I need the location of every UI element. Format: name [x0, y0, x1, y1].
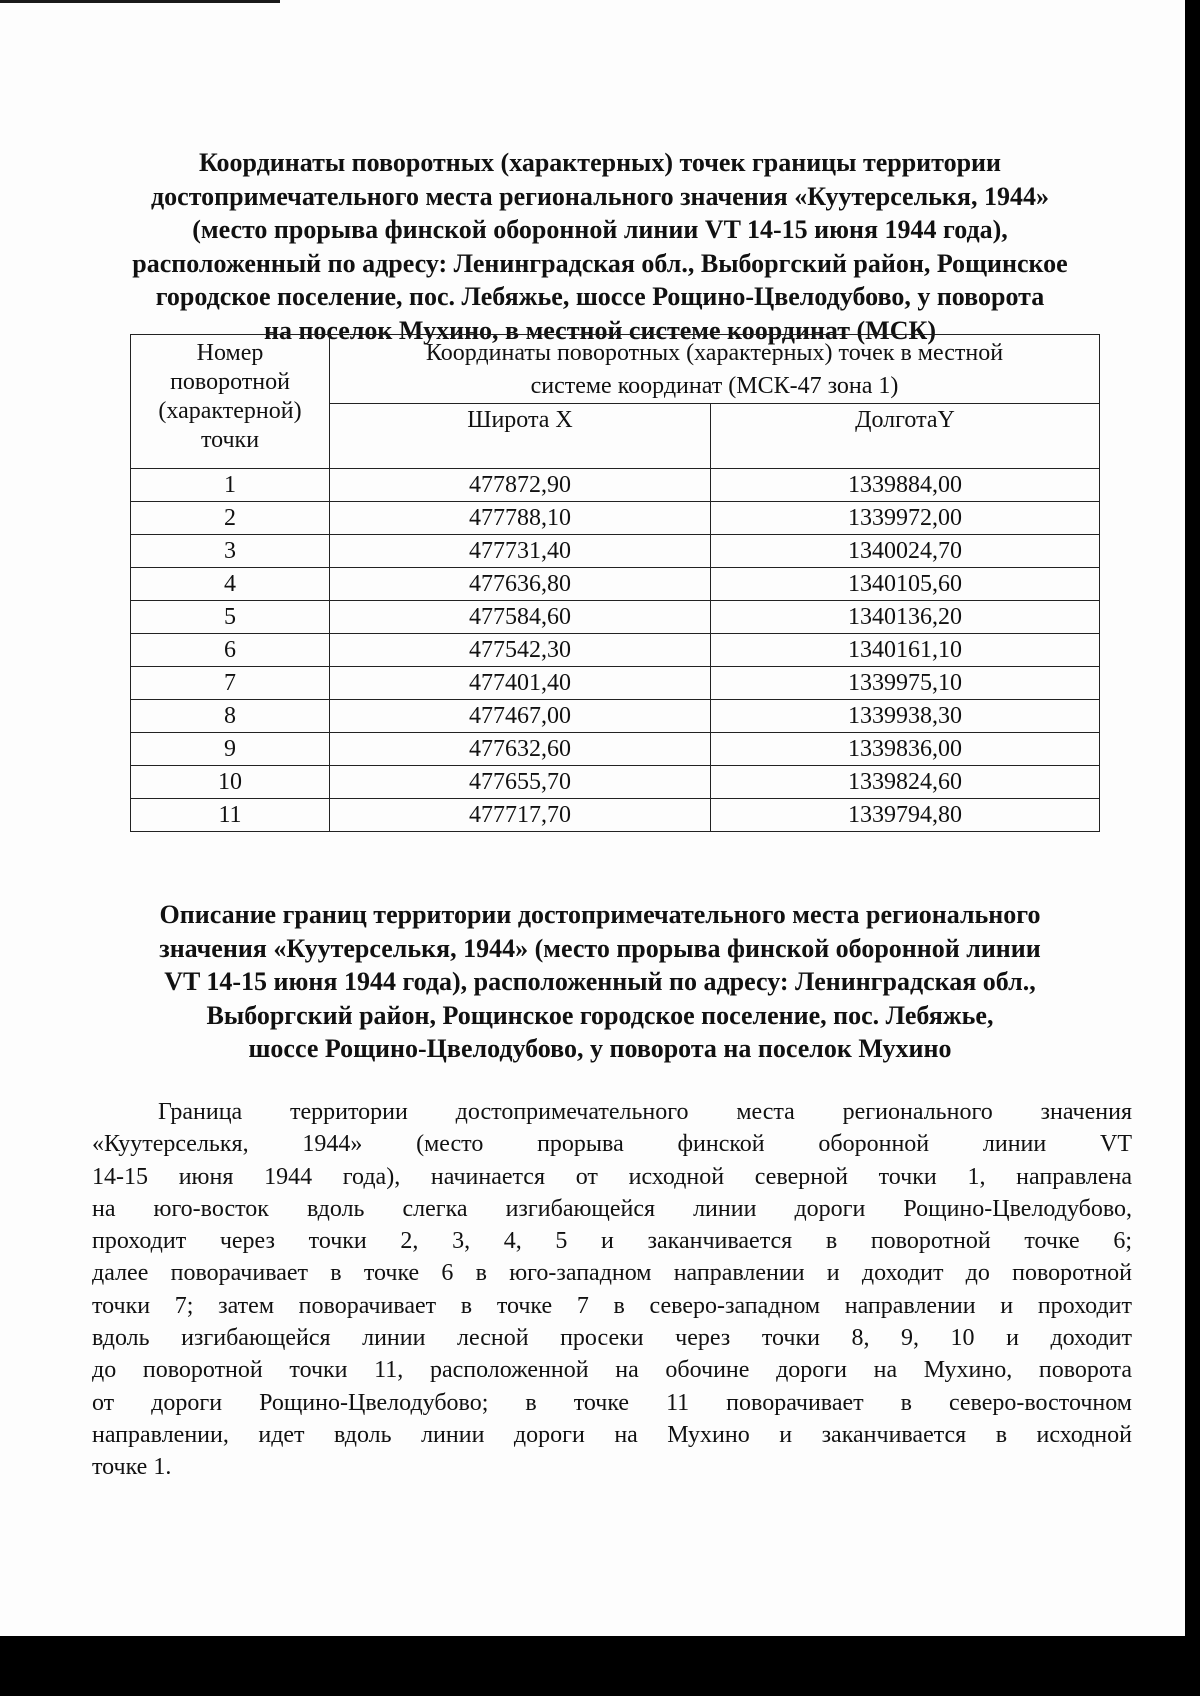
longitude-y-cell: 1339794,80 [711, 799, 1100, 832]
point-number-cell: 1 [131, 469, 330, 502]
longitude-y-cell: 1339972,00 [711, 502, 1100, 535]
longitude-y-cell: 1340136,20 [711, 601, 1100, 634]
longitude-y-cell: 1339884,00 [711, 469, 1100, 502]
description-line: точке 1. [92, 1454, 172, 1481]
title-line: (место прорыва финской оборонной линии VT 14-15 июня 1944 года), [192, 215, 1008, 244]
latitude-x-cell: 477636,80 [330, 568, 711, 601]
description-title-line: Описание границ территории достопримечательного места регионального [159, 900, 1041, 929]
point-number-cell: 6 [131, 634, 330, 667]
description-title-line: значения «Куутерселькя, 1944» (место прорыва финской оборонной линии [159, 933, 1041, 963]
header-line: (характерной) [158, 398, 302, 424]
point-number-cell: 5 [131, 601, 330, 634]
point-number-cell: 3 [131, 535, 330, 568]
description-line: далее поворачивает в точке 6 в юго-западном направлении и доходит до поворотной [92, 1260, 1132, 1287]
header-line: системе координат (МСК-47 зона 1) [530, 373, 899, 399]
latitude-x-cell: 477401,40 [330, 667, 711, 700]
header-line: точки [200, 427, 260, 453]
point-number-cell: 4 [131, 568, 330, 601]
longitude-y-cell: 1339836,00 [711, 733, 1100, 766]
description-line: вдоль изгибающейся линии лесной просеки через точки 8, 9, 10 и доходит [92, 1325, 1132, 1352]
longitude-y-cell: 1339938,30 [711, 700, 1100, 733]
title-line: достопримечательного места регионального значения «Куутерселькя, 1944» [151, 181, 1049, 211]
point-number-cell: 9 [131, 733, 330, 766]
latitude-x-header: Широта X [330, 404, 711, 469]
longitude-y-cell: 1340024,70 [711, 535, 1100, 568]
description-line: Граница территории достопримечательного места регионального значения [158, 1099, 1132, 1125]
point-number-header [131, 335, 330, 469]
description-title-line: VT 14-15 июня 1944 года), расположенный по адресу: Ленинградская обл., [164, 967, 1036, 996]
title-line: Координаты поворотных (характерных) точек границы территории [198, 148, 1002, 177]
description-line: направлении, идет вдоль линии дороги на Мухино и заканчивается в исходной [92, 1421, 1132, 1448]
point-number-cell: 2 [131, 502, 330, 535]
longitude-y-header: ДолготаY [711, 404, 1100, 469]
description-line: проходит через точки 2, 3, 4, 5 и заканчивается в поворотной точке 6; [92, 1228, 1132, 1255]
latitude-x-cell: 477655,70 [330, 766, 711, 799]
latitude-x-cell: 477717,70 [330, 799, 711, 832]
header-line: поворотной [170, 369, 290, 395]
description-line: 14-15 июня 1944 года), начинается от исходной северной точки 1, направлена [92, 1163, 1132, 1190]
header-line: Номер [196, 340, 264, 366]
description-title [90, 898, 1110, 1066]
description-title-line: шоссе Рощино-Цвелодубово, у поворота на поселок Мухино [248, 1034, 952, 1063]
table-row [131, 733, 1100, 766]
boundary-description [92, 1096, 1132, 1484]
scan-edge-mark [0, 0, 280, 3]
longitude-y-cell: 1340161,10 [711, 634, 1100, 667]
header-line: Координаты поворотных (характерных) точек в местной [425, 340, 1004, 366]
description-line: до поворотной точки 11, расположенной на обочине дороги на Мухино, поворота [92, 1357, 1132, 1384]
point-number-cell: 7 [131, 667, 330, 700]
table-row [131, 469, 1100, 502]
description-line: «Куутерселькя, 1944» (место прорыва финской оборонной линии VT [92, 1131, 1132, 1158]
latitude-x-cell: 477731,40 [330, 535, 711, 568]
table-row [131, 766, 1100, 799]
table-row [131, 700, 1100, 733]
description-line: от дороги Рощино-Цвелодубово; в точке 11 поворачивает в северо-восточном [92, 1389, 1132, 1416]
latitude-x-cell: 477542,30 [330, 634, 711, 667]
latitude-x-cell: 477467,00 [330, 700, 711, 733]
latitude-x-cell: 477584,60 [330, 601, 711, 634]
table-row [131, 568, 1100, 601]
longitude-y-cell: 1339975,10 [711, 667, 1100, 700]
point-number-cell: 10 [131, 766, 330, 799]
table-row [131, 634, 1100, 667]
point-number-cell: 8 [131, 700, 330, 733]
table-header-row [131, 335, 1100, 404]
title-line: расположенный по адресу: Ленинградская обл., Выборгский район, Рощинское [132, 248, 1068, 278]
title-line: на поселок Мухино, в местной системе координат (МСК) [263, 315, 937, 345]
latitude-x-cell: 477632,60 [330, 733, 711, 766]
table-body [131, 469, 1100, 832]
table-row [131, 601, 1100, 634]
coordinates-title [90, 146, 1110, 347]
description-line: на юго-восток вдоль слегка изгибающейся линии дороги Рощино-Цвелодубово, [92, 1195, 1132, 1222]
table-row [131, 502, 1100, 535]
coordinates-group-header [330, 335, 1100, 404]
table-row [131, 535, 1100, 568]
latitude-x-cell: 477788,10 [330, 502, 711, 535]
longitude-y-cell: 1339824,60 [711, 766, 1100, 799]
title-line: городское поселение, пос. Лебяжье, шоссе Рощино-Цвелодубово, у поворота [155, 282, 1045, 311]
description-line: точки 7; затем поворачивает в точке 7 в северо-западном направлении и проходит [92, 1292, 1132, 1319]
table-row [131, 667, 1100, 700]
point-number-cell: 11 [131, 799, 330, 832]
latitude-x-cell: 477872,90 [330, 469, 711, 502]
description-title-line: Выборгский район, Рощинское городское поселение, пос. Лебяжье, [206, 1000, 994, 1030]
table-row [131, 799, 1100, 832]
coordinates-table [130, 334, 1100, 832]
longitude-y-cell: 1340105,60 [711, 568, 1100, 601]
